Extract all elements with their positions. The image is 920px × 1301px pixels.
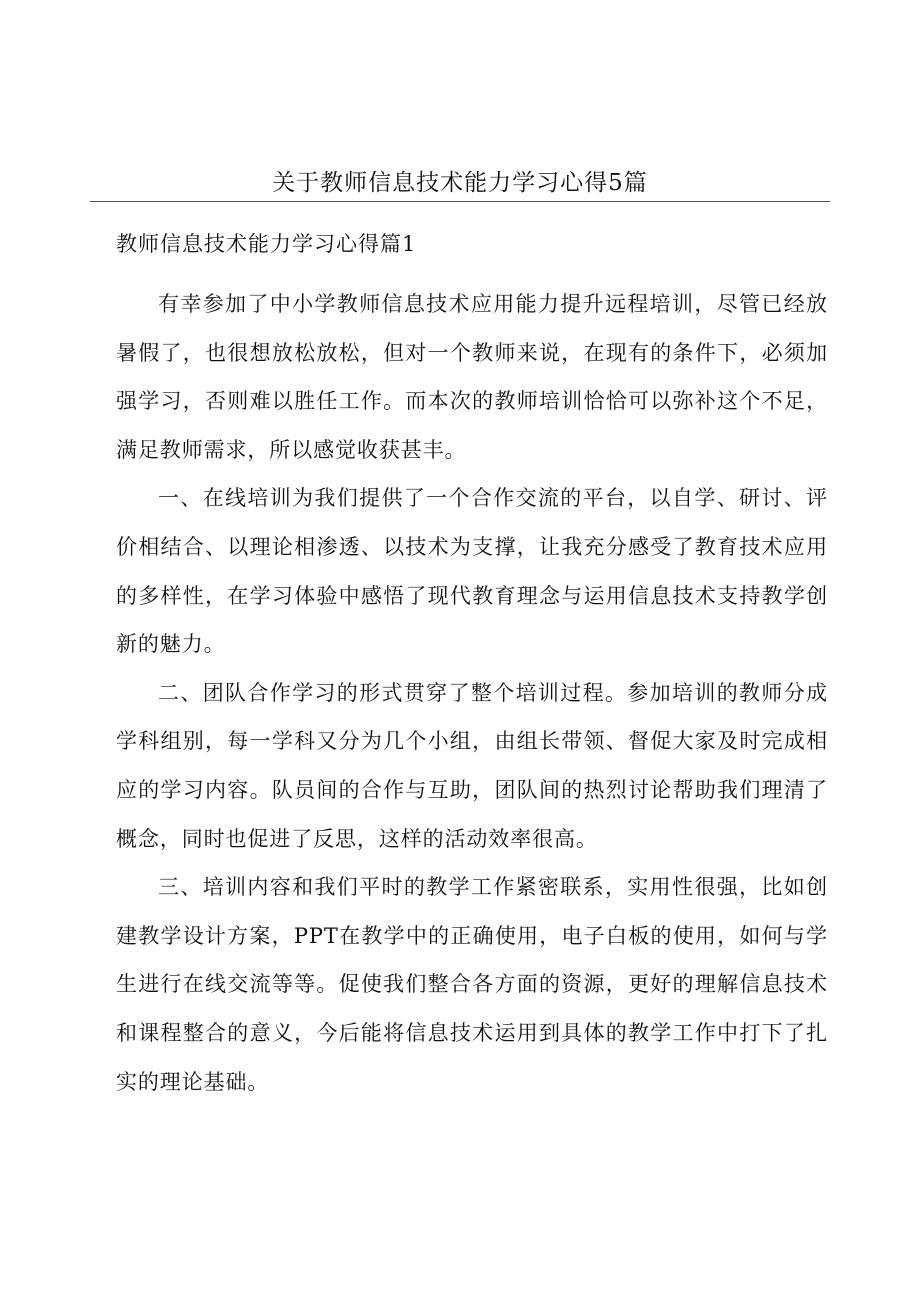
- title-divider: [90, 201, 830, 202]
- body-text: [116, 280, 828, 1106]
- section-heading: 教师信息技术能力学习心得篇1: [116, 232, 417, 256]
- paragraph-1: 有幸参加了中小学教师信息技术应用能力提升远程培训，尽管已经放暑假了，也很想放松放松，但对一个教师来说，在现有的条件下，必须加强学习，否则难以胜任工作。而本次的教师培训恰恰可以弥补这个不足，满足教师需求，所以感觉收获甚丰。: [116, 292, 828, 462]
- document-title: 关于教师信息技术能力学习心得5篇: [272, 170, 648, 196]
- paragraph-3: 二、团队合作学习的形式贯穿了整个培训过程。参加培训的教师分成学科组别，每一学科又分为几个小组，由组长带领、督促大家及时完成相应的学习内容。队员间的合作与互助，团队间的热烈讨论帮助我们理清了概念，同时也促进了反思，这样的活动效率很高。: [116, 680, 828, 851]
- paragraph-4: 三、培训内容和我们平时的教学工作紧密联系，实用性很强，比如创建教学设计方案，PPT在教学中的正确使用，电子白板的使用，如何与学生进行在线交流等等。促使我们整合各方面的资源，更好的理解信息技术和课程整合的意义，今后能将信息技术运用到具体的教学工作中打下了扎实的理论基础。: [116, 875, 828, 1094]
- paragraph-2: 一、在线培训为我们提供了一个合作交流的平台，以自学、研讨、评价相结合、以理论相渗透、以技术为支撑，让我充分感受了教育技术应用的多样性，在学习体验中感悟了现代教育理念与运用信息技术支持教学创新的魅力。: [116, 486, 828, 657]
